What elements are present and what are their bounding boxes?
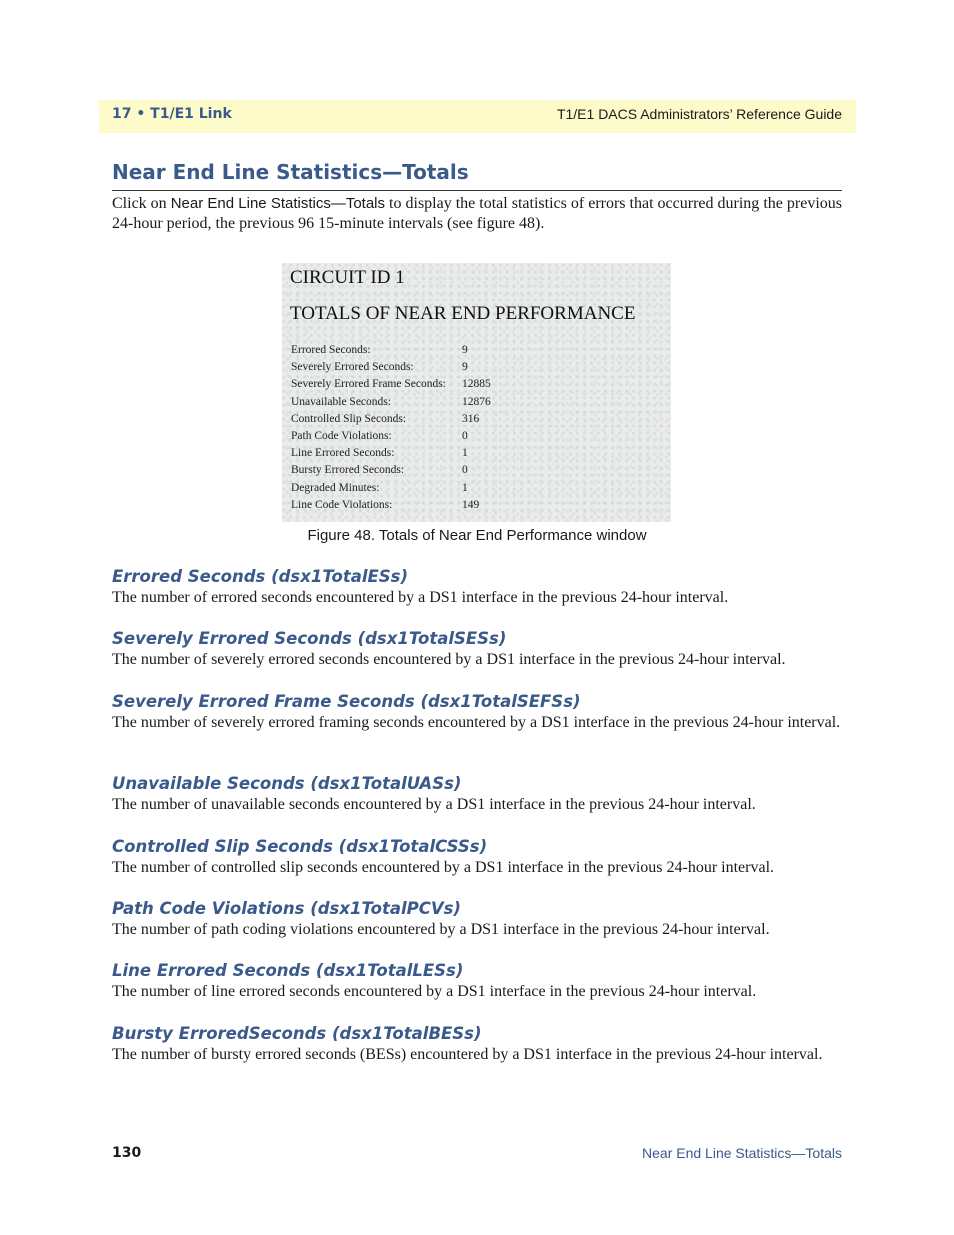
section-heading: Errored Seconds (dsx1TotalESs) [112,567,409,586]
section-heading: Unavailable Seconds (dsx1TotalUASs) [112,774,462,793]
stat-label: Severely Errored Seconds: [291,361,414,374]
section-body: The number of bursty errored seconds (BESs) encountered by a DS1 interface in the previous 24-hour interval. [112,1046,823,1063]
section-heading: Severely Errored Seconds (dsx1TotalSESs) [112,629,507,648]
stat-row [291,376,491,393]
intro-paragraph [112,194,842,234]
section-bursty-errored-seconds [112,1023,842,1065]
section-severely-errored-frame-seconds [112,691,842,733]
stat-label: Line Code Violations: [291,498,393,511]
running-header [99,100,856,133]
stat-value: 149 [462,498,480,511]
stat-row [291,497,491,514]
stat-row [291,359,491,376]
guide-title: T1/E1 DACS Administrators’ Reference Guide [556,106,842,122]
page-number: 130 [112,1145,142,1161]
chapter-label: 17 • T1/E1 Link [112,106,232,122]
stat-label: Path Code Violations: [291,429,392,442]
stat-value: 9 [462,361,468,374]
page-title: Near End Line Statistics—Totals [112,160,469,184]
footer-section-name: Near End Line Statistics—Totals [642,1145,842,1161]
stat-label: Line Errored Seconds: [291,447,395,460]
section-line-errored-seconds [112,960,842,1002]
section-path-code-violations [112,898,842,940]
section-body: The number of errored seconds encountered by a DS1 interface in the previous 24-hour interval. [112,589,729,606]
section-body: The number of path coding violations encountered by a DS1 interface in the previous 24-hour interval. [112,921,770,938]
stat-row [291,445,491,462]
section-body: The number of severely errored framing seconds encountered by a DS1 interface in the previous 24-hour interval. [112,714,841,731]
stat-row [291,428,491,445]
stat-value: 1 [462,481,468,494]
stat-value: 0 [462,429,468,442]
stat-value: 1 [462,447,468,460]
stat-value: 12876 [462,395,491,408]
intro-text-1: Click on [112,195,171,212]
section-heading: Path Code Violations (dsx1TotalPCVs) [112,899,461,918]
intro-text-2: to display the total statistics of errors that occurred during the previous 24-hour period, the previous 96 15-minute intervals (see figure 48). [112,195,842,232]
stat-label: Severely Errored Frame Seconds: [291,378,446,391]
section-body: The number of unavailable seconds encountered by a DS1 interface in the previous 24-hour interval. [112,796,756,813]
stat-row [291,411,491,428]
totals-heading: TOTALS OF NEAR END PERFORMANCE [290,303,636,324]
stat-value: 9 [462,344,468,356]
section-body: The number of line errored seconds encountered by a DS1 interface in the previous 24-hour interval. [112,983,757,1000]
circuit-id-heading: CIRCUIT ID 1 [290,267,405,288]
stat-row [291,342,491,359]
section-errored-seconds [112,566,842,608]
intro-ui-term: Near End Line Statistics—Totals [170,195,386,212]
stat-value: 12885 [462,378,491,391]
section-body: The number of severely errored seconds encountered by a DS1 interface in the previous 24-hour interval. [112,651,786,668]
figure-caption: Figure 48. Totals of Near End Performance window [307,527,647,544]
section-heading: Severely Errored Frame Seconds (dsx1TotalSEFSs) [112,692,581,711]
stat-label: Bursty Errored Seconds: [291,464,405,477]
title-rule [112,190,842,191]
section-heading: Line Errored Seconds (dsx1TotalLESs) [112,961,464,980]
stat-label: Unavailable Seconds: [291,395,391,408]
section-severely-errored-seconds [112,628,842,670]
stat-row [291,394,491,411]
section-heading: Bursty ErroredSeconds (dsx1TotalBESs) [112,1024,482,1043]
stat-label: Degraded Minutes: [291,481,380,494]
stat-row [291,480,491,497]
section-controlled-slip-seconds [112,836,842,878]
stat-label: Controlled Slip Seconds: [291,412,406,425]
section-body: The number of controlled slip seconds encountered by a DS1 interface in the previous 24-hour interval. [112,859,775,876]
stat-value: 316 [462,412,480,425]
section-heading: Controlled Slip Seconds (dsx1TotalCSSs) [112,837,488,856]
totals-window-screenshot [282,263,671,522]
stat-label: Errored Seconds: [291,344,371,356]
stat-row [291,462,491,479]
section-unavailable-seconds [112,773,842,815]
stat-value: 0 [462,464,468,477]
stats-table [291,342,491,514]
